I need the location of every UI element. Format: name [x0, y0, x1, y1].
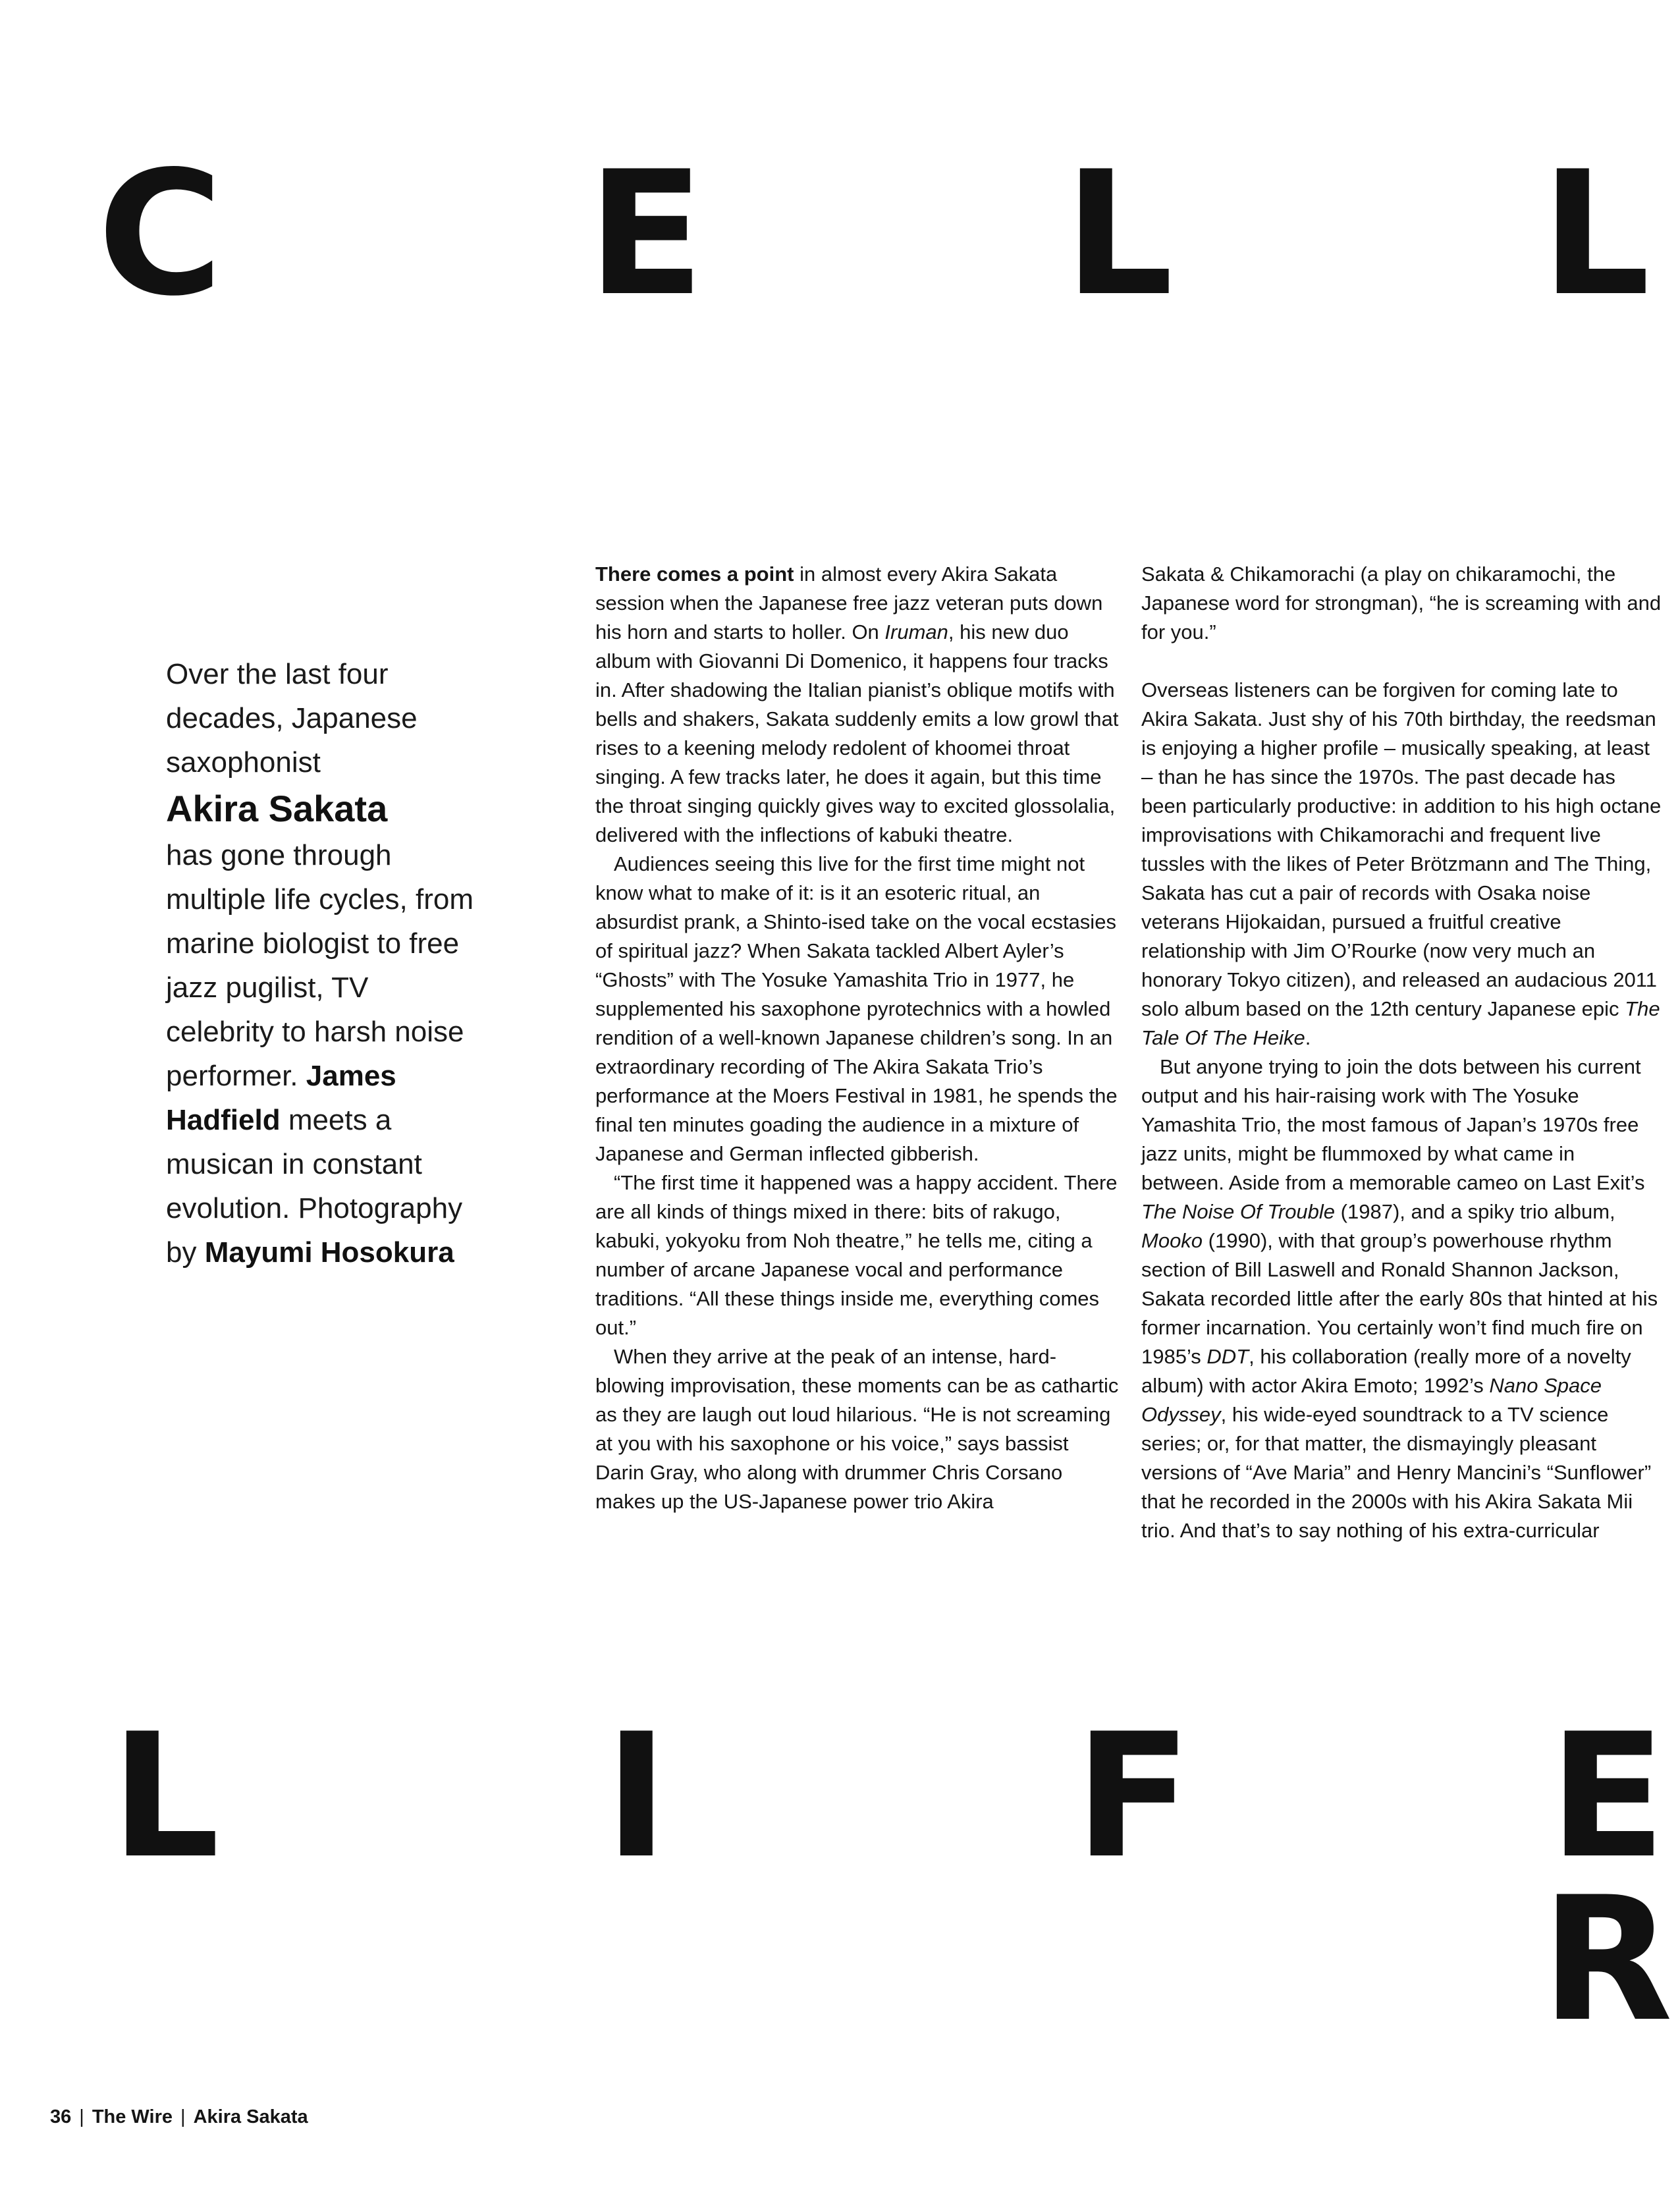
photographer-name: Mayumi Hosokura [204, 1236, 454, 1269]
article-column-2 [1141, 560, 1662, 1545]
album-title: Iruman [884, 620, 948, 644]
text-run: in almost every Akira Sakata session when the Japanese free jazz veteran puts down his horn and starts to holler. On [595, 562, 1103, 644]
headline-letter-i: I [605, 1697, 668, 1896]
text-run: , his wide-eyed soundtrack to a TV science series; or, for that matter, the dismayingly pleasant versions of “Ave Maria” and Henry Mancini’s “Sunflower” that he recorded in the 2000s with his Akira Sakata Mii trio. And that’s to say nothing of his extra-curricular [1141, 1403, 1652, 1542]
album-title: DDT [1206, 1345, 1249, 1368]
headline-letter-e: E [587, 135, 705, 334]
standfirst [166, 652, 475, 1274]
album-title: The Noise Of Trouble [1141, 1200, 1336, 1223]
article-column-1 [595, 560, 1119, 1516]
paragraph: When they arrive at the peak of an intense, hard-blowing improvisation, these moments can be as cathartic as they are laugh out loud hilarious. “He is not screaming at you with his saxophone or his voice,” says bassist Darin Gray, who along with drummer Chris Corsano makes up the US-Japanese power trio Akira [595, 1345, 1119, 1513]
section-name: Akira Sakata [193, 2106, 308, 2127]
standfirst-lead: Over the last four decades, Japanese saxophonist [166, 658, 418, 779]
headline-letter-l-3: L [111, 1697, 220, 1896]
paragraph [1141, 1053, 1662, 1545]
paragraph: “The first time it happened was a happy accident. There are all kinds of things mixed in there: bits of rakugo, kabuki, yokyoku from Noh theatre,” he tells me, citing a number of arcane Japanese vocal and performance traditions. “All these things inside me, everything comes out.” [595, 1171, 1118, 1339]
standfirst-body: has gone through multiple life cycles, from marine biologist to free jazz pugilist, TV celebrity to harsh noise performer. [166, 839, 474, 1092]
footer-separator: | [180, 2106, 186, 2127]
headline-letter-l-2: L [1541, 135, 1650, 334]
page-number: 36 [50, 2106, 72, 2127]
headline-letter-r: R [1541, 1861, 1673, 2060]
text-run: , his new duo album with Giovanni Di Domenico, it happens four tracks in. After shadowing the Italian pianist’s oblique motifs with bells and shakers, Sakata suddenly emits a low growl that rises to a keening melody redolent of khoomei throat singing. A few tracks later, he does it again, but this time the throat singing quickly gives way to excited glossolalia, delivered with the inflections of kabuki theatre. [595, 620, 1119, 846]
paragraph [1141, 676, 1662, 1053]
paragraph [595, 560, 1119, 850]
paragraph: Sakata & Chikamorachi (a play on chikaramochi, the Japanese word for strongman), “he is screaming with and for you.” [1141, 562, 1662, 644]
author-name: James Hadfield [166, 1060, 396, 1136]
headline-letter-l: L [1064, 135, 1174, 334]
text-run: , his collaboration (really more of a novelty album) with actor Akira Emoto; 1992’s [1141, 1345, 1631, 1397]
footer-separator: | [79, 2106, 84, 2127]
page-footer [50, 2105, 308, 2129]
text-run: . [1305, 1026, 1311, 1049]
lead-in: There comes a point [595, 562, 794, 586]
paragraph: Audiences seeing this live for the first time might not know what to make of it: is it an esoteric ritual, an absurdist prank, a Shinto-ised take on the vocal ecstasies of spiritual jazz? When Sakata tackled Albert Ayler’s “Ghosts” with The Yosuke Yamashita Trio in 1977, he supplemented his saxophone pyrotechnics with a howled rendition of a well-known Japanese children’s song. In an extraordinary recording of The Akira Sakata Trio’s performance at the Moers Festival in 1981, he spends the final ten minutes goading the audience in a mixture of Japanese and German inflected gibberish. [595, 852, 1118, 1165]
headline-letter-c: C [97, 135, 223, 334]
album-title: Nano Space Odyssey [1141, 1374, 1602, 1426]
text-run: (1987), and a spiky trio album, [1335, 1200, 1615, 1223]
text-run: (1990), with that group’s powerhouse rhythm section of Bill Laswell and Ronald Shannon Jackson, Sakata recorded little after the early 80s that hinted at his former incarnation. You certainly won’t find much fire on 1985’s [1141, 1229, 1658, 1368]
magazine-name: The Wire [92, 2106, 173, 2127]
work-title: The Tale Of The Heike [1141, 997, 1660, 1049]
headline-letter-e-2: E [1549, 1697, 1666, 1896]
standfirst-middle: meets a musican in constant evolution. Photography by [166, 1104, 463, 1269]
subject-name: Akira Sakata [166, 788, 388, 829]
album-title: Mooko [1141, 1229, 1203, 1252]
text-run: But anyone trying to join the dots between his current output and his hair-raising work with The Yosuke Yamashita Trio, the most famous of Japan’s 1970s free jazz units, might be flummoxed by what came in between. Aside from a memorable cameo on Last Exit’s [1141, 1055, 1645, 1194]
headline-letter-f: F [1075, 1697, 1192, 1896]
text-run: Overseas listeners can be forgiven for coming late to Akira Sakata. Just shy of his 70th birthday, the reedsman is enjoying a higher profile – musically speaking, at least – than he has since the 1970s. The past decade has been particularly productive: in addition to his high octane improvisations with Chikamorachi and frequent live tussles with the likes of Peter Brötzmann and The Thing, Sakata has cut a pair of records with Osaka noise veterans Hijokaidan, pursued a fruitful creative relationship with Jim O’Rourke (now very much an honorary Tokyo citizen), and released an audacious 2011 solo album based on the 12th century Japanese epic [1141, 678, 1662, 1020]
